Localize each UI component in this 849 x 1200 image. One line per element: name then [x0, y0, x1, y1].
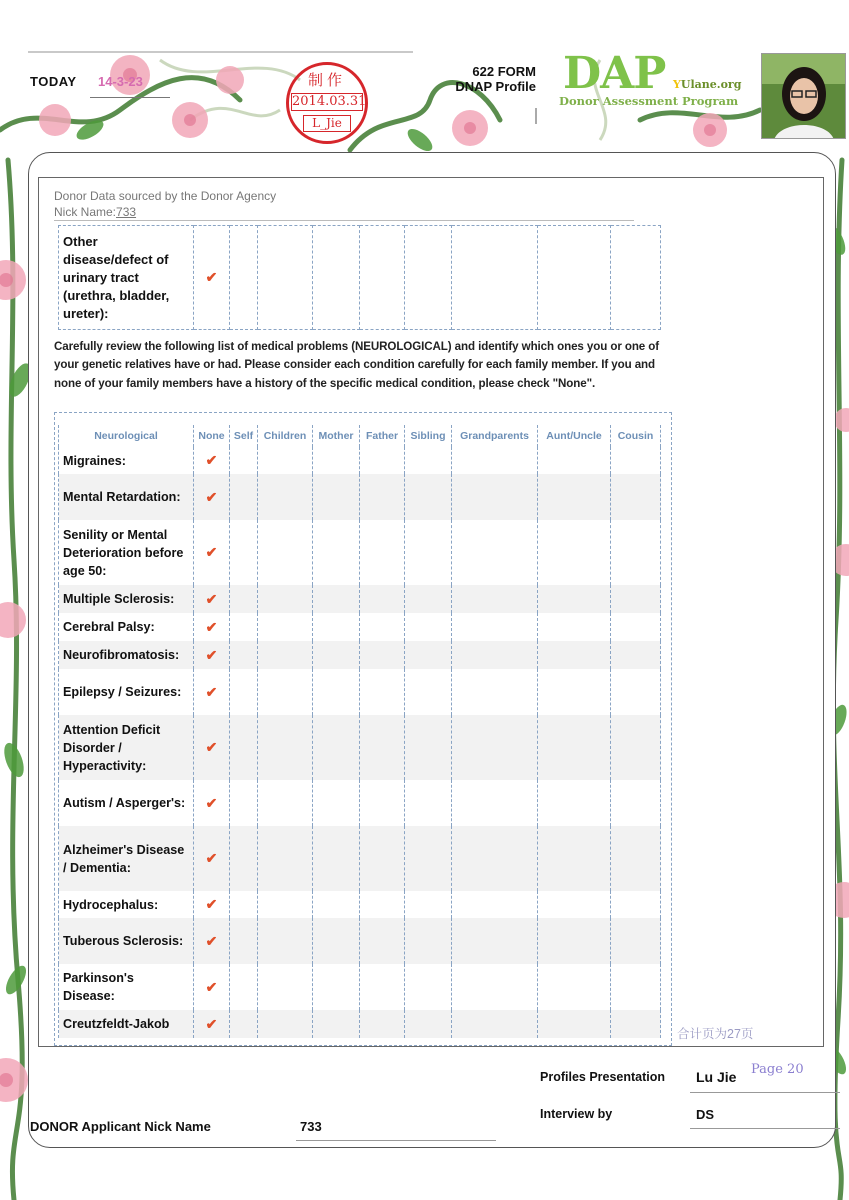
mother-cell[interactable] — [313, 964, 360, 1010]
mother-cell[interactable] — [313, 613, 360, 641]
dap-logo: DAP — [563, 48, 666, 99]
none-cell[interactable] — [194, 918, 230, 964]
condition-label: Neurofibromatosis: — [59, 641, 194, 669]
children-cell[interactable] — [258, 891, 313, 918]
cousin-cell[interactable] — [611, 641, 661, 669]
stamp-line-1: 制作 — [307, 71, 346, 89]
cousin-cell[interactable] — [611, 669, 661, 715]
table-row — [59, 826, 661, 891]
none-cell[interactable] — [194, 964, 230, 1010]
neurological-instructions: Carefully review the following list of medical problems (NEUROLOGICAL) and identify which ones you or one of your genetic relatives have or had. Please consider each condition carefully for each family member. If you and none of your family members have a history of the specific medical condition, please check "None". — [54, 340, 660, 390]
children-cell[interactable] — [258, 780, 313, 826]
self-cell[interactable] — [230, 585, 258, 613]
none-cell[interactable] — [194, 520, 230, 585]
none-cell[interactable] — [194, 474, 230, 520]
cousin-cell[interactable] — [611, 715, 661, 780]
self-cell[interactable] — [230, 641, 258, 669]
aunt-uncle-cell[interactable] — [538, 1010, 611, 1038]
aunt-uncle-cell[interactable] — [538, 826, 611, 891]
none-cell[interactable] — [194, 585, 230, 613]
check-icon: ✔ — [205, 618, 218, 635]
header-rule — [28, 51, 413, 53]
grandparents-cell[interactable] — [452, 918, 538, 964]
self-cell[interactable] — [230, 447, 258, 474]
col-header: Self — [230, 425, 258, 447]
total-pages-note: 合计页为27页 — [677, 1027, 754, 1041]
aunt-uncle-cell[interactable] — [538, 891, 611, 918]
grandparents-cell[interactable] — [452, 641, 538, 669]
self-cell[interactable] — [230, 613, 258, 641]
condition-label: Alzheimer's Disease / Dementia: — [59, 826, 194, 891]
self-cell[interactable] — [230, 891, 258, 918]
urinary-self-cell[interactable] — [230, 226, 258, 330]
sibling-cell[interactable] — [405, 964, 452, 1010]
mother-cell[interactable] — [313, 669, 360, 715]
none-cell[interactable] — [194, 447, 230, 474]
none-cell[interactable] — [194, 826, 230, 891]
self-cell[interactable] — [230, 826, 258, 891]
donor-nick-value: 733 — [300, 1119, 322, 1134]
profiles-presentation-label: Profiles Presentation — [540, 1070, 666, 1084]
nick-name — [54, 205, 136, 219]
sibling-cell[interactable] — [405, 613, 452, 641]
table-row — [59, 891, 661, 918]
nick-label: Nick Name: — [54, 205, 117, 219]
interview-value: DS — [696, 1107, 715, 1122]
urinary-mother-cell[interactable] — [313, 226, 360, 330]
check-icon: ✔ — [205, 794, 218, 811]
donor-nick-label: DONOR Applicant Nick Name — [30, 1119, 211, 1134]
father-cell[interactable] — [360, 613, 405, 641]
table-row — [59, 447, 661, 474]
interview-rule — [690, 1128, 840, 1129]
sibling-cell[interactable] — [405, 669, 452, 715]
col-header: None — [194, 425, 230, 447]
table-row — [59, 613, 661, 641]
father-cell[interactable] — [360, 826, 405, 891]
check-icon: ✔ — [205, 978, 218, 995]
father-cell[interactable] — [360, 964, 405, 1010]
profiles-presentation-value: Lu Jie — [696, 1069, 737, 1085]
urinary-aunt-uncle-cell[interactable] — [538, 226, 611, 330]
children-cell[interactable] — [258, 918, 313, 964]
children-cell[interactable] — [258, 1010, 313, 1038]
none-cell[interactable] — [194, 780, 230, 826]
grandparents-cell[interactable] — [452, 964, 538, 1010]
check-icon: ✔ — [205, 452, 218, 468]
neurological-table — [58, 425, 661, 1038]
self-cell[interactable] — [230, 715, 258, 780]
none-cell[interactable] — [194, 669, 230, 715]
today-underline — [90, 97, 170, 98]
children-cell[interactable] — [258, 964, 313, 1010]
table-row — [59, 226, 661, 330]
mother-cell[interactable] — [313, 520, 360, 585]
sibling-cell[interactable] — [405, 715, 452, 780]
condition-label: Hydrocephalus: — [59, 891, 194, 918]
today-label: TODAY — [30, 74, 77, 89]
none-cell[interactable] — [194, 641, 230, 669]
sibling-cell[interactable] — [405, 780, 452, 826]
grandparents-cell[interactable] — [452, 715, 538, 780]
urinary-table — [58, 225, 661, 330]
cousin-cell[interactable] — [611, 520, 661, 585]
sibling-cell[interactable] — [405, 520, 452, 585]
check-icon: ✔ — [205, 739, 218, 755]
aunt-uncle-cell[interactable] — [538, 613, 611, 641]
condition-label: Attention Deficit Disorder / Hyperactivity: — [59, 715, 194, 780]
cousin-cell[interactable] — [611, 1010, 661, 1038]
urinary-none-cell[interactable] — [194, 226, 230, 330]
self-cell[interactable] — [230, 780, 258, 826]
self-cell[interactable] — [230, 964, 258, 1010]
children-cell[interactable] — [258, 520, 313, 585]
father-cell[interactable] — [360, 585, 405, 613]
father-cell[interactable] — [360, 641, 405, 669]
aunt-uncle-cell[interactable] — [538, 447, 611, 474]
children-cell[interactable] — [258, 826, 313, 891]
father-cell[interactable] — [360, 447, 405, 474]
condition-label: Mental Retardation: — [59, 474, 194, 520]
form-title — [420, 64, 536, 94]
condition-label: Creutzfeldt-Jakob — [59, 1010, 194, 1038]
urinary-cousin-cell[interactable] — [611, 226, 661, 330]
self-cell[interactable] — [230, 474, 258, 520]
form-subtitle: DNAP Profile — [455, 79, 536, 94]
grandparents-cell[interactable] — [452, 1010, 538, 1038]
site-initial: Y — [673, 78, 681, 91]
check-icon: ✔ — [205, 1015, 218, 1032]
grandparents-cell[interactable] — [452, 891, 538, 918]
col-header: Sibling — [405, 425, 452, 447]
table-row — [59, 520, 661, 585]
children-cell[interactable] — [258, 447, 313, 474]
donor-photo — [761, 53, 846, 139]
table-row — [59, 1010, 661, 1038]
check-icon: ✔ — [205, 646, 218, 663]
cousin-cell[interactable] — [611, 585, 661, 613]
children-cell[interactable] — [258, 613, 313, 641]
check-icon: ✔ — [205, 932, 218, 949]
table-row — [59, 780, 661, 826]
none-cell[interactable] — [194, 1010, 230, 1038]
col-header: Children — [258, 425, 313, 447]
check-icon: ✔ — [205, 269, 218, 285]
grandparents-cell[interactable] — [452, 585, 538, 613]
aunt-uncle-cell[interactable] — [538, 641, 611, 669]
children-cell[interactable] — [258, 474, 313, 520]
form-code: 622 FORM — [472, 64, 536, 79]
check-icon: ✔ — [205, 896, 218, 912]
aunt-uncle-cell[interactable] — [538, 474, 611, 520]
none-cell[interactable] — [194, 715, 230, 780]
table-row — [59, 474, 661, 520]
urinary-grandparents-cell[interactable] — [452, 226, 538, 330]
aunt-uncle-cell[interactable] — [538, 585, 611, 613]
urinary-children-cell[interactable] — [258, 226, 313, 330]
none-cell[interactable] — [194, 891, 230, 918]
check-icon: ✔ — [205, 590, 218, 607]
col-header: Aunt/Uncle — [538, 425, 611, 447]
aunt-uncle-cell[interactable] — [538, 669, 611, 715]
cousin-cell[interactable] — [611, 474, 661, 520]
mother-cell[interactable] — [313, 585, 360, 613]
table-row — [59, 669, 661, 715]
grandparents-cell[interactable] — [452, 613, 538, 641]
condition-label: Epilepsy / Seizures: — [59, 669, 194, 715]
neurological-rows — [59, 447, 661, 1038]
self-cell[interactable] — [230, 520, 258, 585]
check-icon: ✔ — [205, 544, 218, 560]
condition-label: Multiple Sclerosis: — [59, 585, 194, 613]
today-value: 14-3-23 — [98, 74, 143, 89]
site-rest: Ulane.org — [680, 78, 742, 91]
condition-label: Senility or Mental Deterioration before age 50: — [59, 520, 194, 585]
sibling-cell[interactable] — [405, 918, 452, 964]
sibling-cell[interactable] — [405, 641, 452, 669]
cousin-cell[interactable] — [611, 891, 661, 918]
father-cell[interactable] — [360, 1010, 405, 1038]
father-cell[interactable] — [360, 780, 405, 826]
self-cell[interactable] — [230, 669, 258, 715]
grandparents-cell[interactable] — [452, 447, 538, 474]
sibling-cell[interactable] — [405, 474, 452, 520]
nick-value: 733 — [116, 205, 137, 219]
table-row — [59, 641, 661, 669]
interview-label: Interview by — [540, 1107, 613, 1121]
aunt-uncle-cell[interactable] — [538, 964, 611, 1010]
sibling-cell[interactable] — [405, 447, 452, 474]
urinary-label: Other disease/defect of urinary tract (urethra, bladder, ureter): — [59, 226, 194, 330]
title-divider — [535, 108, 537, 124]
mother-cell[interactable] — [313, 918, 360, 964]
children-cell[interactable] — [258, 669, 313, 715]
condition-label: Migraines: — [59, 447, 194, 474]
self-cell[interactable] — [230, 918, 258, 964]
donor-nick-rule — [296, 1140, 496, 1141]
dap-logo-subtitle: Donor Assessment Program — [559, 94, 739, 108]
grandparents-cell[interactable] — [452, 474, 538, 520]
nick-rule — [54, 220, 634, 221]
sibling-cell[interactable] — [405, 891, 452, 918]
stamp-line-2: 2014.03.31 — [292, 94, 367, 109]
mother-cell[interactable] — [313, 641, 360, 669]
check-icon: ✔ — [205, 488, 218, 505]
cousin-cell[interactable] — [611, 780, 661, 826]
father-cell[interactable] — [360, 715, 405, 780]
check-icon: ✔ — [205, 683, 218, 700]
aunt-uncle-cell[interactable] — [538, 780, 611, 826]
donor-source-text: Donor Data sourced by the Donor Agency — [54, 189, 277, 203]
cousin-cell[interactable] — [611, 964, 661, 1010]
grandparents-cell[interactable] — [452, 780, 538, 826]
urinary-sibling-cell[interactable] — [405, 226, 452, 330]
table-row — [59, 715, 661, 780]
grandparents-cell[interactable] — [452, 669, 538, 715]
dap-logo-site — [673, 78, 741, 91]
aunt-uncle-cell[interactable] — [538, 715, 611, 780]
sibling-cell[interactable] — [405, 1010, 452, 1038]
mother-cell[interactable] — [313, 780, 360, 826]
profiles-rule — [690, 1092, 840, 1093]
condition-label: Parkinson's Disease: — [59, 964, 194, 1010]
mother-cell[interactable] — [313, 474, 360, 520]
aunt-uncle-cell[interactable] — [538, 520, 611, 585]
col-header: Cousin — [611, 425, 661, 447]
aunt-uncle-cell[interactable] — [538, 918, 611, 964]
father-cell[interactable] — [360, 474, 405, 520]
table-row — [59, 585, 661, 613]
father-cell[interactable] — [360, 918, 405, 964]
children-cell[interactable] — [258, 585, 313, 613]
cousin-cell[interactable] — [611, 918, 661, 964]
children-cell[interactable] — [258, 715, 313, 780]
self-cell[interactable] — [230, 1010, 258, 1038]
none-cell[interactable] — [194, 613, 230, 641]
table-row — [59, 964, 661, 1010]
condition-label: Autism / Asperger's: — [59, 780, 194, 826]
urinary-father-cell[interactable] — [360, 226, 405, 330]
mother-cell[interactable] — [313, 715, 360, 780]
grandparents-cell[interactable] — [452, 520, 538, 585]
sibling-cell[interactable] — [405, 585, 452, 613]
children-cell[interactable] — [258, 641, 313, 669]
grandparents-cell[interactable] — [452, 826, 538, 891]
mother-cell[interactable] — [313, 1010, 360, 1038]
mother-cell[interactable] — [313, 826, 360, 891]
check-icon: ✔ — [205, 850, 218, 866]
table-header-row — [59, 425, 661, 447]
page-number: Page 20 — [751, 1062, 804, 1077]
father-cell[interactable] — [360, 669, 405, 715]
cousin-cell[interactable] — [611, 826, 661, 891]
cousin-cell[interactable] — [611, 447, 661, 474]
col-header: Grandparents — [452, 425, 538, 447]
mother-cell[interactable] — [313, 447, 360, 474]
sibling-cell[interactable] — [405, 826, 452, 891]
table-row — [59, 918, 661, 964]
col-header: Mother — [313, 425, 360, 447]
father-cell[interactable] — [360, 520, 405, 585]
father-cell[interactable] — [360, 891, 405, 918]
col-header: Neurological — [59, 425, 194, 447]
condition-label: Cerebral Palsy: — [59, 613, 194, 641]
condition-label: Tuberous Sclerosis: — [59, 918, 194, 964]
col-header: Father — [360, 425, 405, 447]
red-seal-stamp — [286, 62, 368, 144]
stamp-line-3: L_Jie — [303, 115, 351, 132]
cousin-cell[interactable] — [611, 613, 661, 641]
mother-cell[interactable] — [313, 891, 360, 918]
